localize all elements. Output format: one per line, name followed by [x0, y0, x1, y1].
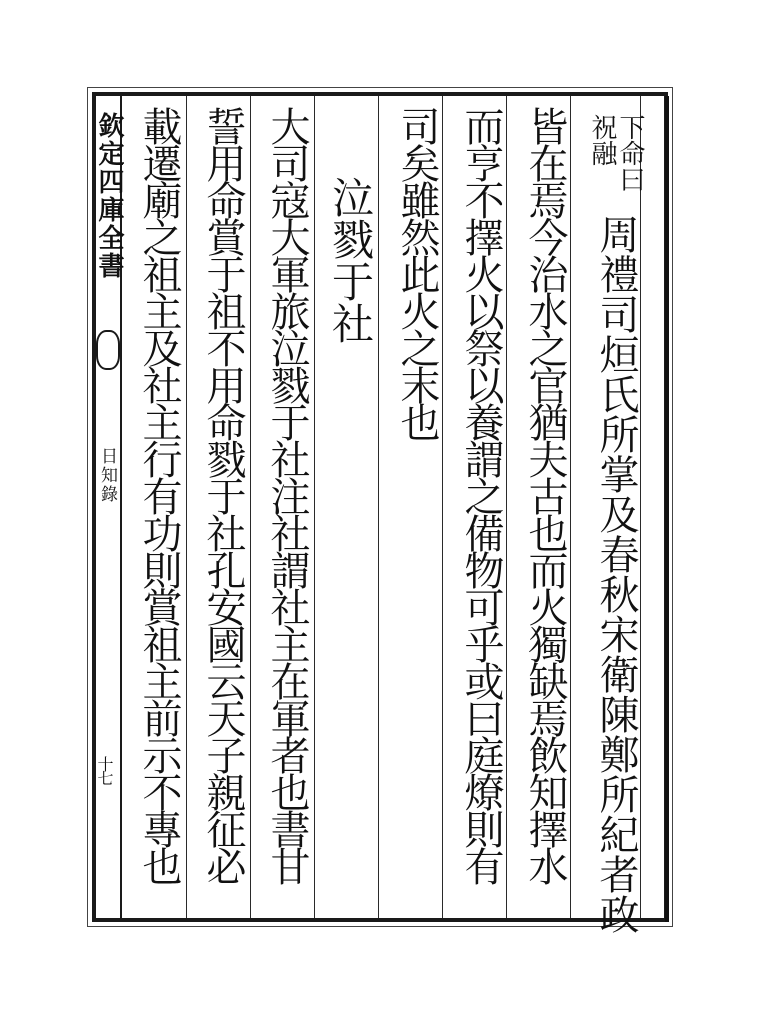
sidebar-book-title: 日知錄	[97, 447, 117, 504]
right-edge-border	[665, 96, 669, 922]
text-column-8: 載遷廟之祖主及社主行有功則賞祖主前示不專也	[136, 106, 182, 883]
section-heading: 泣戮于社	[326, 176, 375, 344]
text-column-4: 司矣雖然此火之末也	[394, 106, 440, 439]
sidebar-collection-title: 欽定四庫全書	[94, 112, 124, 280]
column-divider	[640, 96, 641, 918]
text-column-6: 大司寇大軍旅泣戮于社注社謂社主在軍者也書甘	[264, 106, 310, 883]
text-column-3: 而亨不擇火以祭以養謂之備物可乎或曰庭燎則有	[458, 106, 504, 883]
column-divider	[442, 96, 443, 918]
column-divider	[506, 96, 507, 918]
column-divider	[570, 96, 571, 918]
column-divider	[378, 96, 379, 918]
annotation-note-top: 下命曰	[615, 114, 645, 192]
annotation-note-bottom: 祝融	[587, 114, 617, 166]
column-divider	[314, 96, 315, 918]
sidebar-page-number: 十七	[95, 756, 114, 784]
column-divider	[186, 96, 187, 918]
text-column-2: 皆在焉今治水之官猶夫古也而火獨缺焉飲知擇水	[522, 106, 568, 883]
fish-tail-mark	[96, 330, 120, 370]
column-divider	[250, 96, 251, 918]
text-column-7: 誓用命賞于祖不用命戮于社孔安國云天子親征必	[200, 106, 246, 883]
text-column-1: 周禮司烜氏所掌及春秋宋衛陳鄭所紀者政	[593, 214, 639, 934]
